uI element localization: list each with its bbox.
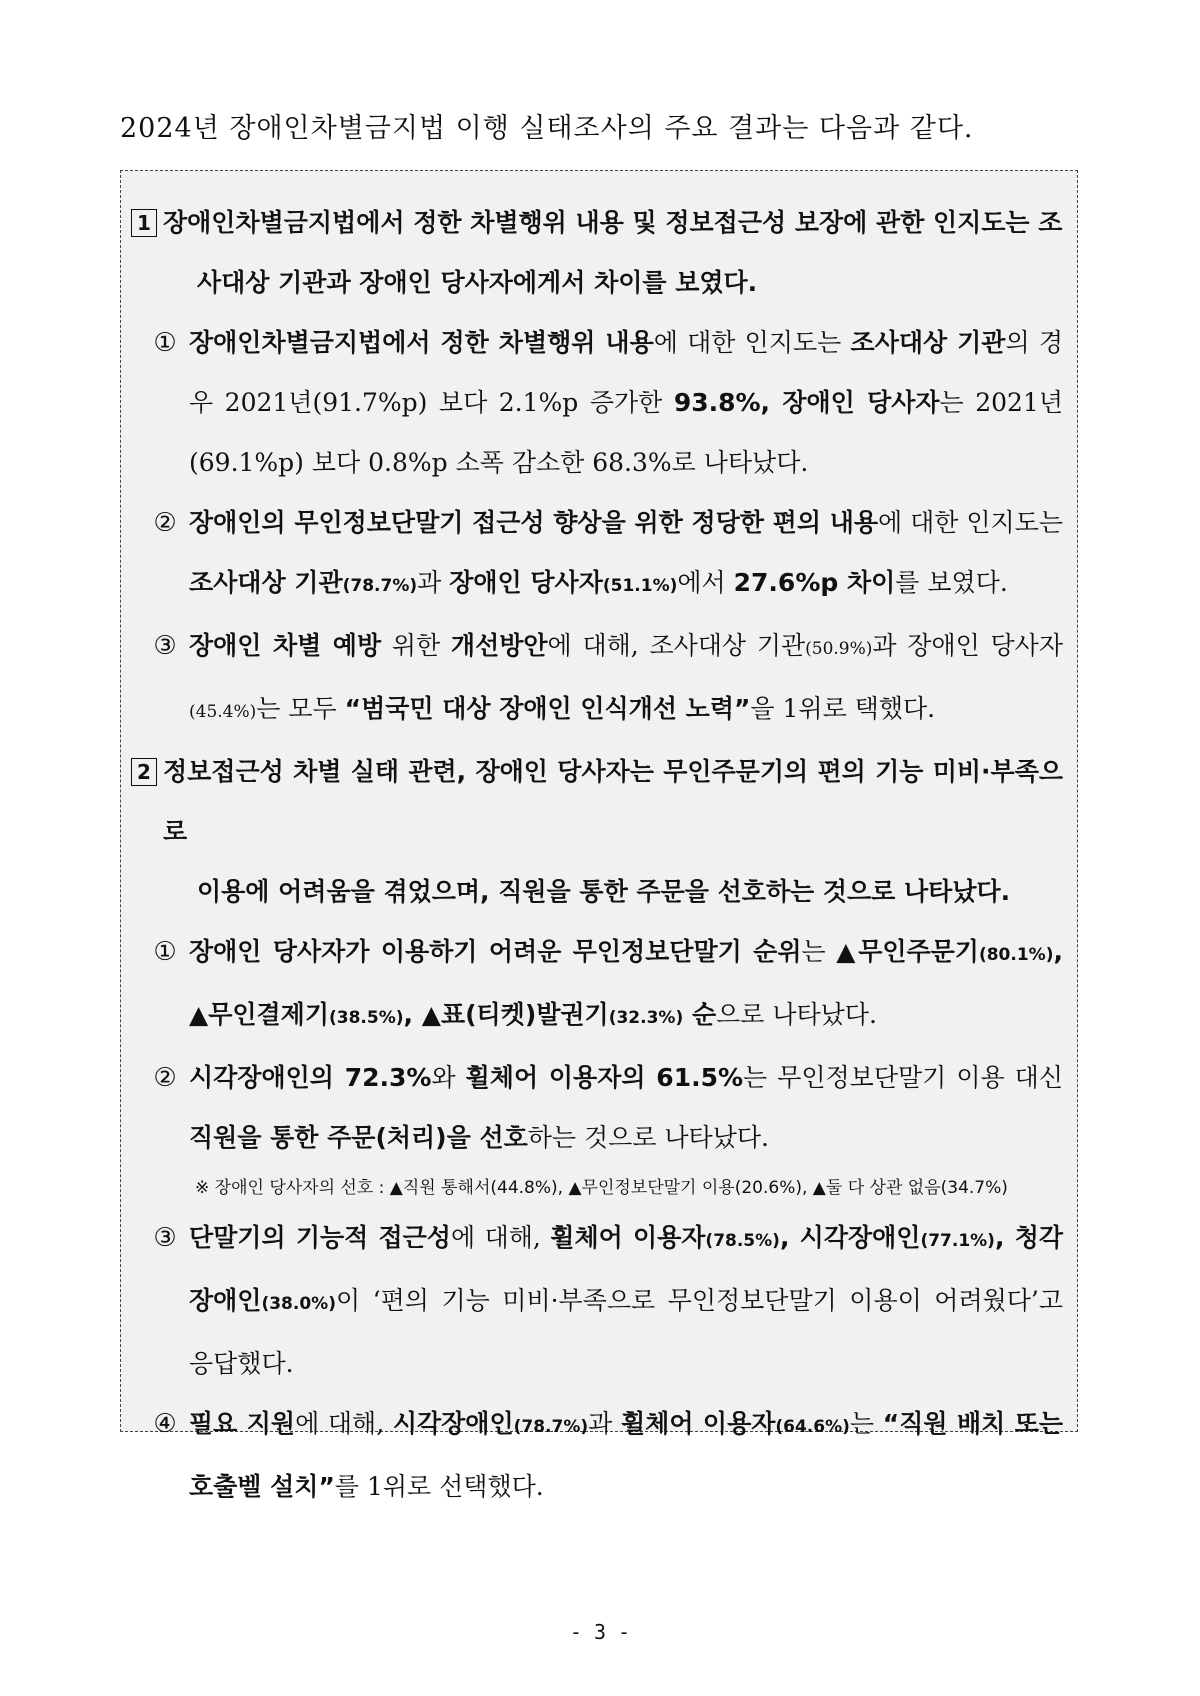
section-2-item-3: [131, 1208, 1063, 1394]
section-1-heading-line-1: 장애인차별금지법에서 정한 차별행위 내용 및 정보접근성 보장에 관한 인지도는 조: [163, 208, 1063, 237]
item-marker: ①: [153, 328, 177, 358]
section-2-heading-line-2: 이용에 어려움을 겪었으며, 직원을 통한 주문을 선호하는 것으로 나타났다.: [197, 877, 1011, 906]
intro-sentence: 2024년 장애인차별금지법 이행 실태조사의 주요 결과는 다음과 같다.: [120, 113, 974, 144]
section-1-item-1: [131, 313, 1063, 493]
section-1-item-2: [131, 493, 1063, 616]
page-number: - 3 -: [569, 1620, 631, 1644]
section-1-number: 1: [131, 209, 157, 237]
section-2-item-2: [131, 1048, 1063, 1168]
summary-box: [120, 170, 1078, 1501]
item-marker: ②: [153, 1063, 177, 1093]
section-2-heading: [131, 742, 1063, 922]
item-text: 필요 지원에 대해, 시각장애인(78.7%)과 휠체어 이용자(64.6%)는 “직원 배치 또는 호출벨 설치”를 1위로 선택했다.: [189, 1409, 1064, 1501]
item-marker: ③: [153, 631, 177, 661]
section-2-heading-line-1: 정보접근성 차별 실태 관련, 장애인 당사자는 무인주문기의 편의 기능 미비·부족으로: [163, 757, 1063, 846]
item-text: 장애인 당사자가 이용하기 어려운 무인정보단말기 순위는 ▲무인주문기(80.1%), ▲무인결제기(38.5%), ▲표(티켓)발권기(32.3%) 순으로 나타났다.: [189, 937, 1063, 1029]
item-text: 단말기의 기능적 접근성에 대해, 휠체어 이용자(78.5%), 시각장애인(77.1%), 청각장애인(38.0%)이 ‘편의 기능 미비·부족으로 무인정보단말기 이용이 어려웠다’고 응답했다.: [189, 1223, 1063, 1378]
item-marker: ④: [153, 1409, 177, 1439]
item-text: 장애인차별금지법에서 정한 차별행위 내용에 대한 인지도는 조사대상 기관의 경우 2021년(91.7%p) 보다 2.1%p 증가한 93.8%, 장애인 당사자는 2021년(69.1%p) 보다 0.8%p 소폭 감소한 68.3%로 나타났다.: [189, 328, 1064, 477]
section-1-item-3: [131, 616, 1063, 742]
item-text: 장애인 차별 예방 위한 개선방안에 대해, 조사대상 기관(50.9%)과 장애인 당사자(45.4%)는 모두 “범국민 대상 장애인 인식개선 노력”을 1위로 택했다.: [189, 631, 1063, 723]
section-2-item-1: [131, 922, 1063, 1048]
item-marker: ①: [153, 937, 177, 967]
item-text: 장애인의 무인정보단말기 접근성 향상을 위한 정당한 편의 내용에 대한 인지도는 조사대상 기관(78.7%)과 장애인 당사자(51.1%)에서 27.6%p 차이를 보였다.: [189, 508, 1063, 597]
item-marker: ②: [153, 508, 177, 538]
section-2-item-4: [131, 1394, 1063, 1517]
section-1-heading-line-2: 사대상 기관과 장애인 당사자에게서 차이를 보였다.: [197, 268, 758, 297]
section-2-number: 2: [131, 758, 157, 786]
item-text: 시각장애인의 72.3%와 휠체어 이용자의 61.5%는 무인정보단말기 이용 대신 직원을 통한 주문(처리)을 선호하는 것으로 나타났다.: [189, 1063, 1063, 1152]
section-1-heading: [131, 193, 1063, 313]
preference-note: ※ 장애인 당사자의 선호 : ▲직원 통해서(44.8%), ▲무인정보단말기 이용(20.6%), ▲둘 다 상관 없음(34.7%): [195, 1178, 1008, 1198]
item-marker: ③: [153, 1223, 177, 1253]
